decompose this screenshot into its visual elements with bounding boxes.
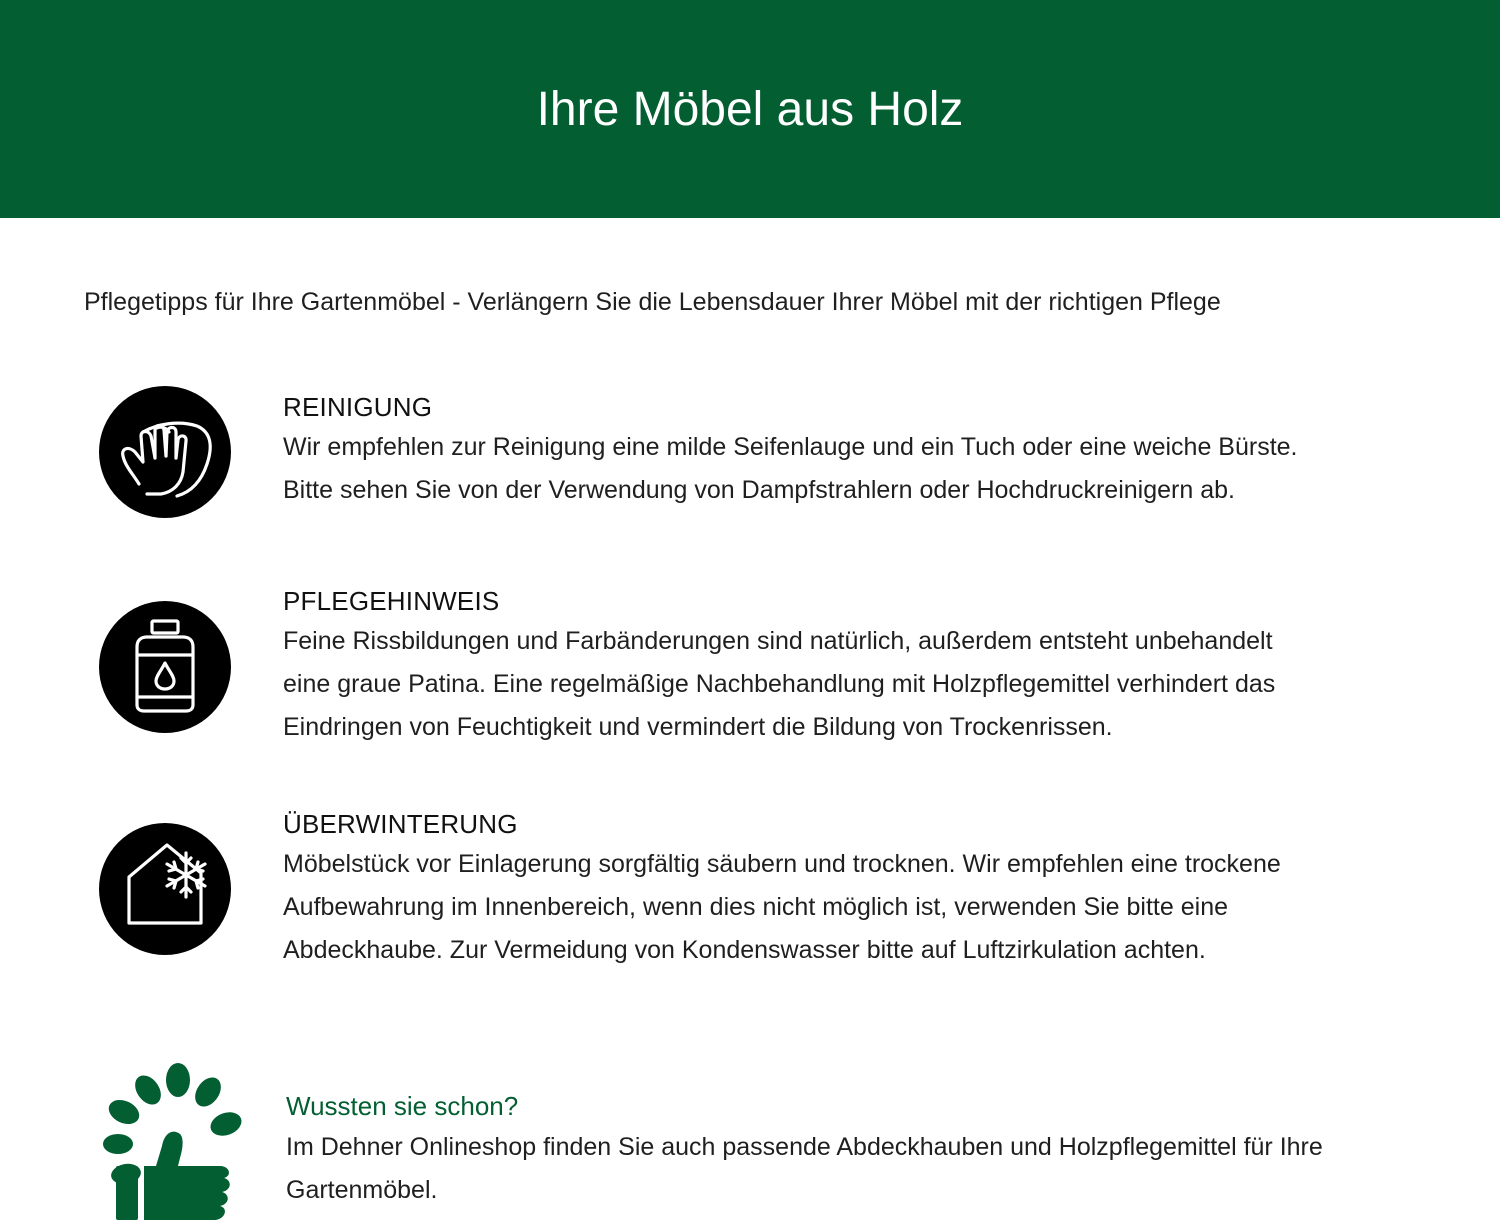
section-title: ÜBERWINTERUNG	[283, 809, 518, 839]
section-line: Feine Rissbildungen und Farbänderungen sind natürlich, außerdem entsteht unbehandelt	[283, 627, 1273, 655]
page-title: Ihre Möbel aus Holz	[536, 83, 964, 136]
section-line: eine graue Patina. Eine regelmäßige Nachbehandlung mit Holzpflegemittel verhindert das	[283, 670, 1276, 698]
care-bottle-icon	[99, 601, 231, 733]
section-line: Möbelstück vor Einlagerung sorgfältig säubern und trocknen. Wir empfehlen eine trockene	[283, 850, 1281, 878]
tip-title: Wussten sie schon?	[286, 1091, 519, 1121]
cleaning-hand-cloth-icon	[99, 386, 231, 518]
section-line: Wir empfehlen zur Reinigung eine milde Seifenlauge und ein Tuch oder eine weiche Bürste.	[283, 433, 1298, 461]
house-snowflake-icon	[99, 823, 231, 955]
intro-text: Pflegetipps für Ihre Gartenmöbel - Verlängern Sie die Lebensdauer Ihrer Möbel mit der richtigen Pflege	[84, 288, 1221, 316]
thumbs-up-tree-icon	[96, 1062, 246, 1224]
section-reinigung	[283, 388, 1443, 512]
header-banner	[0, 0, 1500, 218]
tip-box	[286, 1086, 1446, 1212]
section-line: Eindringen von Feuchtigkeit und vermindert die Bildung von Trockenrissen.	[283, 713, 1113, 741]
section-title: PFLEGEHINWEIS	[283, 586, 500, 616]
section-title: REINIGUNG	[283, 392, 433, 422]
section-pflegehinweis	[283, 582, 1443, 749]
section-line: Bitte sehen Sie von der Verwendung von Dampfstrahlern oder Hochdruckreinigern ab.	[283, 476, 1235, 504]
section-line: Aufbewahrung im Innenbereich, wenn dies nicht möglich ist, verwenden Sie bitte eine	[283, 893, 1228, 921]
section-ueberwinterung	[283, 805, 1443, 972]
section-line: Abdeckhaube. Zur Vermeidung von Kondenswasser bitte auf Luftzirkulation achten.	[283, 936, 1206, 964]
tip-text: Im Dehner Onlineshop finden Sie auch passende Abdeckhauben und Holzpflegemittel für Ihre Gartenmöbel.	[286, 1133, 1323, 1204]
